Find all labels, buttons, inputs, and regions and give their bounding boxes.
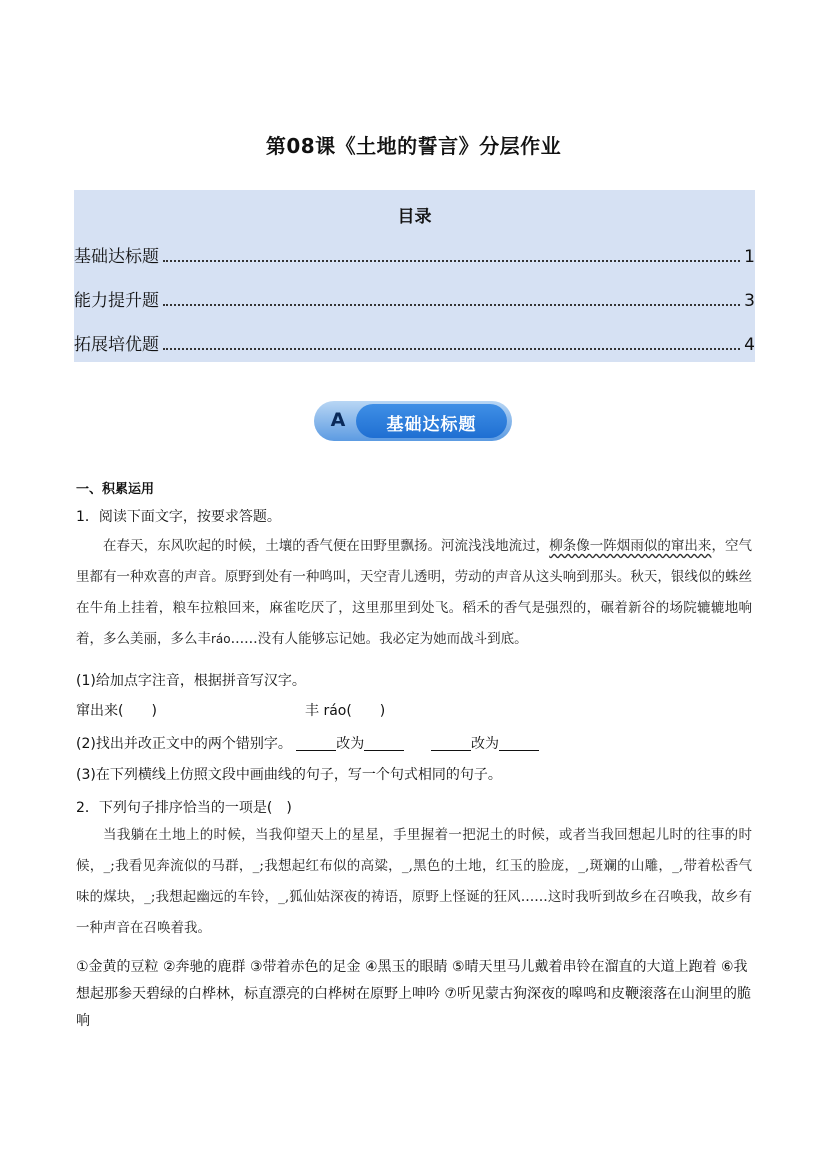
sub-question-3: (3)在下列横线上仿照文段中画曲线的句子，写一个句式相同的句子。 [76, 767, 502, 783]
toc-heading: 目录 [397, 207, 432, 227]
sub-question-1: (1)给加点字注音，根据拼音写汉字。 [76, 673, 306, 689]
question-1-passage: 在春天，东风吹起的时候，土壤的香气便在田野里飘扬。河流浅浅地流过，柳条像一阵烟雨似的窜出来，空气里都有一种欢喜的声音。原野到处有一种鸣叫，天空青儿透明，劳动的声音从这头响到那头。秋天，银线似的蛛丝在牛角上挂着，粮车拉粮回来，麻雀吃厌了，这里那里到处飞。稻禾的香气是强烈的，碾着新谷的场院辘辘地响着，多么美丽，多么丰ráo……没有人能够忘记她。我必定为她而战斗到底。 [76, 538, 753, 647]
toc-item-basic[interactable] [74, 242, 755, 267]
toc-leader-dots [163, 260, 740, 262]
toc-leader-dots [163, 348, 740, 350]
toc-item-advanced[interactable] [74, 286, 755, 311]
toc-item-page: 4 [744, 335, 755, 355]
answer-blank[interactable] [296, 736, 336, 751]
sub-question-2: (2)找出并改正文中的两个错别字。 改为 改为 [76, 733, 539, 753]
question-2-prompt: 2．下列句子排序恰当的一项是( ) [76, 800, 292, 816]
toc-item-label: 基础达标题 [74, 247, 159, 267]
toc-item-label: 能力提升题 [74, 291, 159, 311]
wavy-underlined-sentence: 柳条像一阵烟雨似的窜出来 [549, 538, 712, 554]
section-heading: 一、积累运用 [76, 482, 155, 497]
badge-letter: A [330, 409, 346, 431]
table-of-contents [74, 190, 755, 362]
question-1-prompt: 1．阅读下面文字，按要求答题。 [76, 509, 281, 525]
page-title: 第08课《土地的誓言》分层作业 [265, 134, 562, 158]
toc-item-label: 拓展培优题 [74, 335, 159, 355]
answer-blank[interactable] [364, 736, 404, 751]
section-badge [314, 401, 512, 441]
sub-question-1-item-a: 窜出来( ) [76, 703, 157, 719]
toc-item-extension[interactable] [74, 330, 755, 355]
pinyin: ráo [211, 632, 231, 646]
toc-leader-dots [163, 304, 740, 306]
toc-item-page: 3 [744, 291, 755, 311]
sub-question-1-item-b: 丰 ráo( ) [305, 703, 386, 719]
question-2-passage: 当我躺在土地上的时候，当我仰望天上的星星，手里握着一把泥土的时候，或者当我回想起儿时的往事的时候，_;我看见奔流似的马群，_;我想起红布似的高粱，_,黑色的土地，红玉的脸庞，_,斑斓的山雕，_,带着松香气味的煤块，_;我想起幽远的车铃，_,狐仙姑深夜的祷语，原野上怪诞的狂风……这时我听到故乡在召唤我，故乡有一种声音在召唤着我。 [76, 827, 752, 936]
question-2-options: ①金黄的豆粒 ②奔驰的鹿群 ③带着赤色的足金 ④黑玉的眼睛 ⑤晴天里马儿戴着串铃在溜直的大道上跑着 ⑥我想起那参天碧绿的白桦林，标直漂亮的白桦树在原野上呻吟 ⑦听见蒙古狗深夜的嗥鸣和皮鞭滚落在山涧里的脆响 [76, 959, 751, 1029]
answer-blank[interactable] [499, 736, 539, 751]
toc-item-page: 1 [744, 247, 755, 267]
answer-blank[interactable] [431, 736, 471, 751]
badge-text: 基础达标题 [386, 415, 477, 435]
